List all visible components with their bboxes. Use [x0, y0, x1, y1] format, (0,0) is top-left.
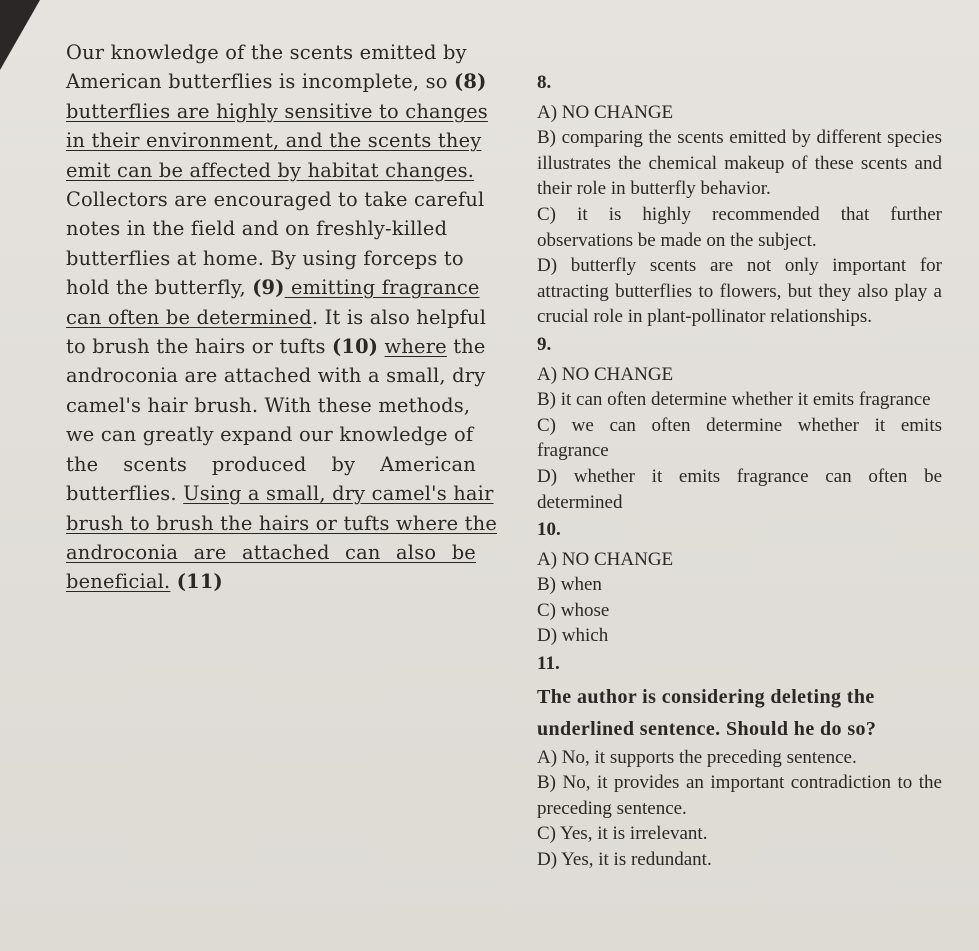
reading-passage: [66, 38, 498, 597]
passage-line: [66, 214, 476, 243]
passage-line: [66, 420, 476, 449]
underlined-text: emit can be affected by habitat changes.: [66, 158, 475, 182]
question-marker: (10): [332, 335, 379, 359]
passage-line: [66, 67, 487, 96]
passage-line: [66, 538, 476, 567]
passage-line: [66, 391, 476, 420]
answer-option[interactable]: C) Yes, it is irrelevant.: [537, 823, 708, 845]
question-11: [537, 651, 942, 873]
question-9: [537, 332, 942, 515]
answer-option[interactable]: A) NO CHANGE: [537, 101, 674, 123]
passage-text: androconia are attached with a small, dry: [66, 364, 486, 388]
underlined-text: beneficial.: [66, 570, 171, 594]
underlined-text: brush to brush the hairs or tufts where the: [66, 511, 498, 535]
answer-option[interactable]: D) whether it emits fragrance can often be determined: [537, 465, 942, 513]
passage-text: . It is also helpful: [311, 305, 487, 329]
underlined-text: can often be determined: [66, 305, 312, 329]
passage-text: we can greatly expand our knowledge of: [66, 423, 474, 447]
answer-option[interactable]: A) NO CHANGE: [537, 548, 674, 570]
passage-line: [66, 332, 486, 361]
question-8: [537, 70, 942, 330]
passage-line: [66, 244, 476, 273]
passage-line: [66, 156, 476, 185]
passage-text: butterflies at home. By using forceps to: [66, 246, 464, 270]
passage-line: [66, 479, 494, 508]
question-marker: (11): [176, 570, 223, 594]
passage-line: [66, 97, 488, 126]
passage-text: to brush the hairs or tufts: [66, 335, 333, 359]
dark-corner-shadow: [0, 0, 40, 70]
passage-line: [66, 38, 476, 67]
passage-line: [66, 273, 480, 302]
underlined-text: androconia are attached can also be: [66, 540, 476, 564]
passage-text: notes in the field and on freshly-killed: [66, 217, 448, 241]
question-number: 9.: [537, 333, 552, 355]
passage-line: [66, 303, 487, 332]
underlined-text: butterflies are highly sensitive to changes: [66, 99, 488, 123]
question-number: 10.: [537, 519, 561, 541]
passage-text: the scents produced by American: [66, 452, 476, 476]
passage-line: [66, 126, 482, 155]
answer-option[interactable]: D) butterfly scents are not only important for attracting butterflies to flowers, but they also play a crucial role in plant-pollinator relationships.: [537, 255, 942, 328]
passage-text: American butterflies is incomplete, so: [66, 70, 455, 94]
underlined-text: Using a small, dry camel's hair: [183, 482, 494, 506]
passage-text: hold the butterfly,: [66, 276, 253, 300]
passage-line: [66, 450, 476, 479]
passage-text: the: [446, 335, 486, 359]
passage-text: camel's hair brush. With these methods,: [66, 393, 471, 417]
question-number: 11.: [537, 653, 560, 675]
answer-option[interactable]: D) which: [537, 625, 609, 647]
answer-option[interactable]: B) when: [537, 574, 602, 596]
answer-option[interactable]: B) comparing the scents emitted by different species illustrates the chemical makeup of these scents and their role in butterfly behavior.: [537, 127, 942, 200]
answer-option[interactable]: B) it can often determine whether it emits fragrance: [537, 389, 931, 411]
passage-text: Collectors are encouraged to take careful: [66, 188, 485, 212]
passage-line: [66, 185, 485, 214]
answer-option[interactable]: C) we can often determine whether it emits fragrance: [537, 414, 942, 462]
answer-option[interactable]: C) it is highly recommended that further observations be made on the subject.: [537, 203, 942, 251]
answer-option[interactable]: A) NO CHANGE: [537, 363, 674, 385]
question-marker: (8): [454, 70, 487, 94]
passage-text: butterflies.: [66, 482, 184, 506]
question-marker: (9): [252, 276, 285, 300]
question-number: 8.: [537, 72, 552, 93]
question-10: [537, 517, 942, 649]
answer-option[interactable]: C) whose: [537, 599, 610, 621]
passage-line: [66, 509, 498, 538]
passage-line: [66, 567, 476, 596]
answer-option[interactable]: D) Yes, it is redundant.: [537, 849, 712, 871]
answer-option[interactable]: B) No, it provides an important contradiction to the preceding sentence.: [537, 772, 942, 819]
passage-text: Our knowledge of the scents emitted by: [66, 41, 467, 64]
question-column: [537, 68, 942, 873]
answer-option[interactable]: A) No, it supports the preceding sentence.: [537, 746, 857, 768]
underlined-text: where: [384, 335, 447, 359]
underlined-text: in their environment, and the scents they: [66, 129, 482, 153]
passage-line: [66, 361, 486, 390]
question-stem: The author is considering deleting the underlined sentence. Should he do so?: [537, 685, 877, 740]
underlined-text: emitting fragrance: [284, 276, 480, 300]
